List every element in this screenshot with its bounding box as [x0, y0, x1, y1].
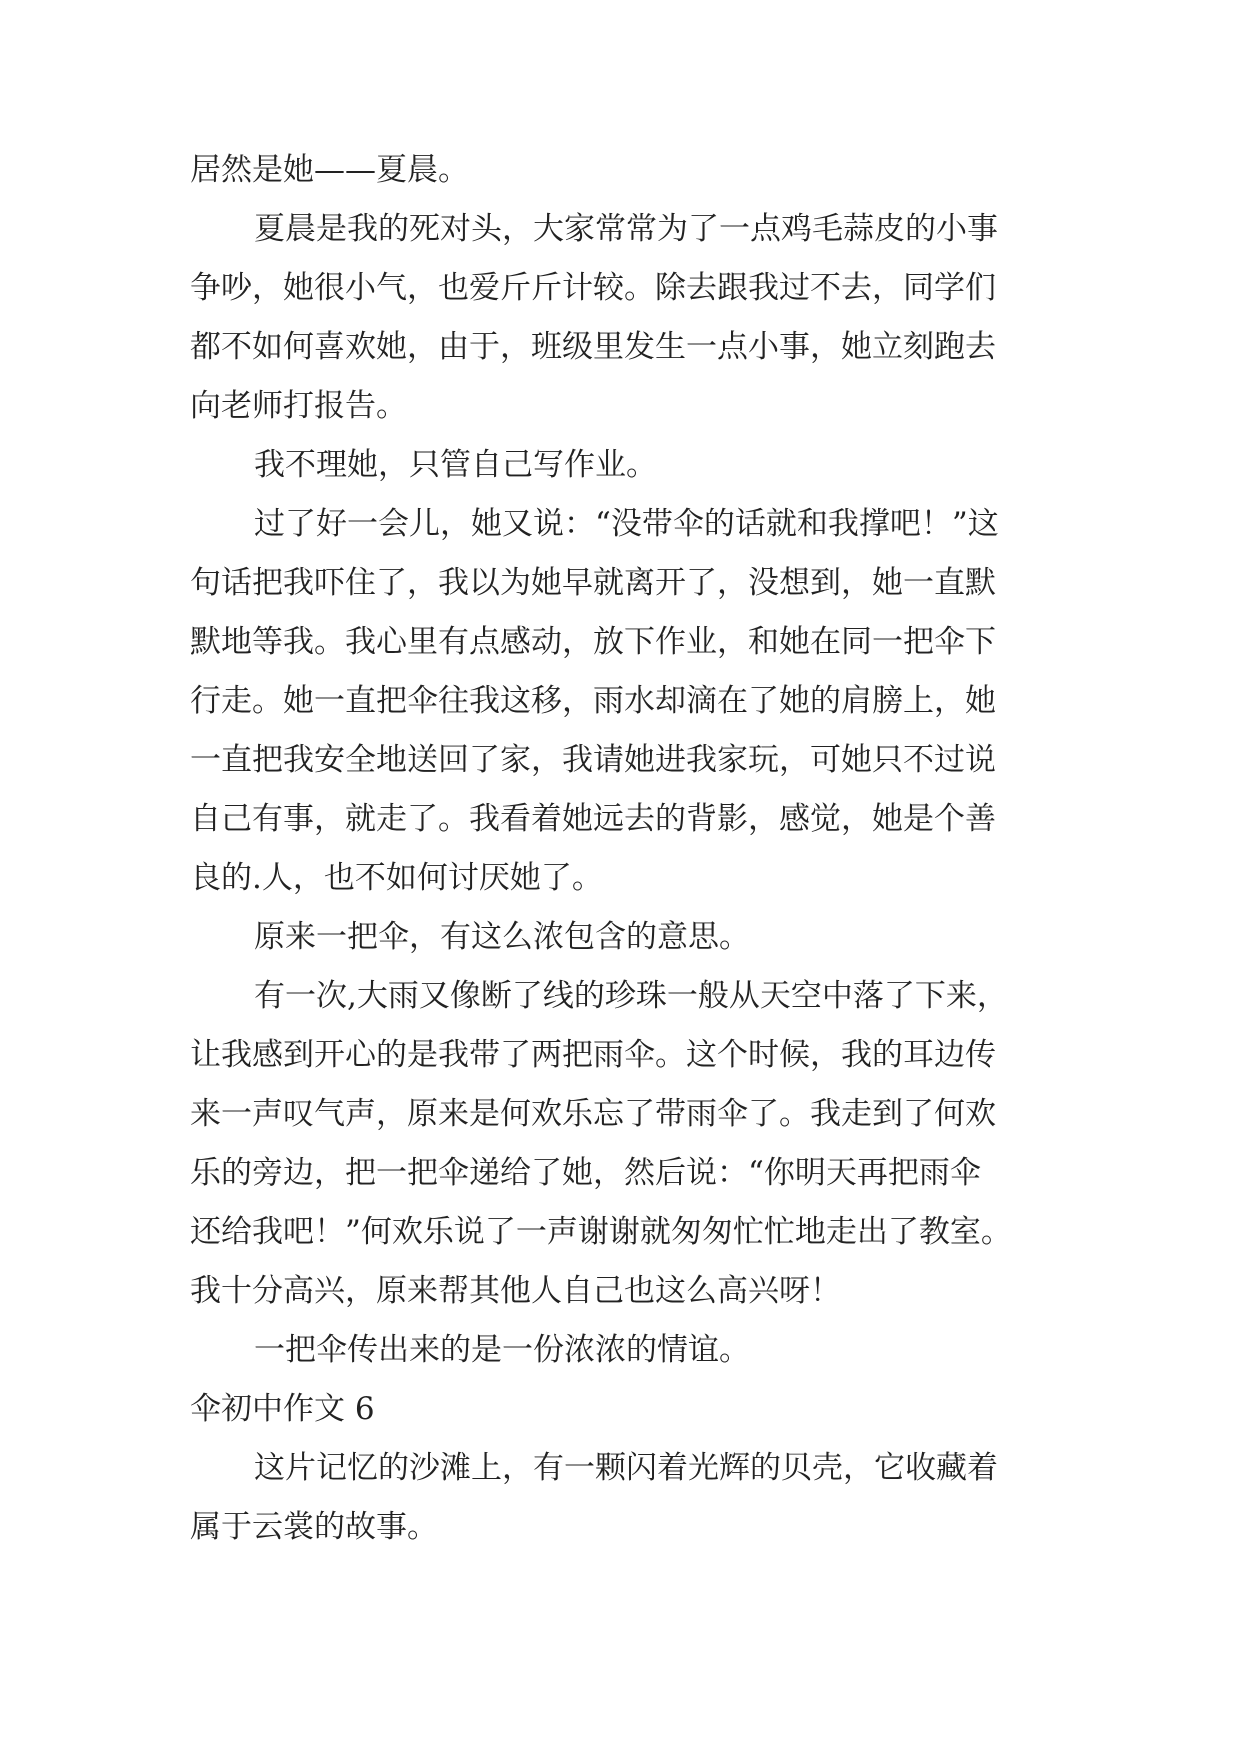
text-line: 向老师打报告。 — [190, 388, 407, 424]
paragraph-first-line: 这片记忆的沙滩上，有一颗闪着光辉的贝壳，它收藏着 — [254, 1450, 998, 1486]
text-line: 我十分高兴，原来帮其他人自己也这么高兴呀！ — [190, 1273, 841, 1309]
text-line: 句话把我吓住了，我以为她早就离开了，没想到，她一直默 — [190, 565, 996, 601]
text-line: 一直把我安全地送回了家，我请她进我家玩，可她只不过说 — [190, 742, 996, 778]
text-line: 来一声叹气声，原来是何欢乐忘了带雨伞了。我走到了何欢 — [190, 1096, 996, 1132]
text-line: 都不如何喜欢她，由于，班级里发生一点小事，她立刻跑去 — [190, 329, 996, 365]
section-heading: 伞初中作文 6 — [190, 1391, 375, 1427]
text-line: 乐的旁边，把一把伞递给了她，然后说：“你明天再把雨伞 — [190, 1155, 981, 1191]
text-line: 争吵，她很小气，也爱斤斤计较。除去跟我过不去，同学们 — [190, 270, 996, 306]
paragraph-first-line: 过了好一会儿，她又说：“没带伞的话就和我撑吧！”这 — [254, 506, 999, 542]
paragraph-first-line: 我不理她，只管自己写作业。 — [254, 447, 657, 483]
text-line: 居然是她——夏晨。 — [190, 152, 469, 188]
paragraph-first-line: 有一次,大雨又像断了线的珍珠一般从天空中落了下来， — [254, 978, 1008, 1014]
text-line: 良的.人，也不如何讨厌她了。 — [190, 860, 603, 896]
paragraph-first-line: 一把伞传出来的是一份浓浓的情谊。 — [254, 1332, 750, 1368]
text-line: 自己有事，就走了。我看着她远去的背影，感觉，她是个善 — [190, 801, 996, 837]
paragraph-first-line: 夏晨是我的死对头，大家常常为了一点鸡毛蒜皮的小事 — [254, 211, 998, 247]
paragraph-first-line: 原来一把伞，有这么浓包含的意思。 — [254, 919, 750, 955]
text-line: 行走。她一直把伞往我这移，雨水却滴在了她的肩膀上，她 — [190, 683, 996, 719]
text-line: 默地等我。我心里有点感动，放下作业，和她在同一把伞下 — [190, 624, 996, 660]
text-line: 属于云裳的故事。 — [190, 1509, 438, 1545]
text-line: 还给我吧！”何欢乐说了一声谢谢就匆匆忙忙地走出了教室。 — [190, 1214, 1012, 1250]
text-line: 让我感到开心的是我带了两把雨伞。这个时候，我的耳边传 — [190, 1037, 996, 1073]
